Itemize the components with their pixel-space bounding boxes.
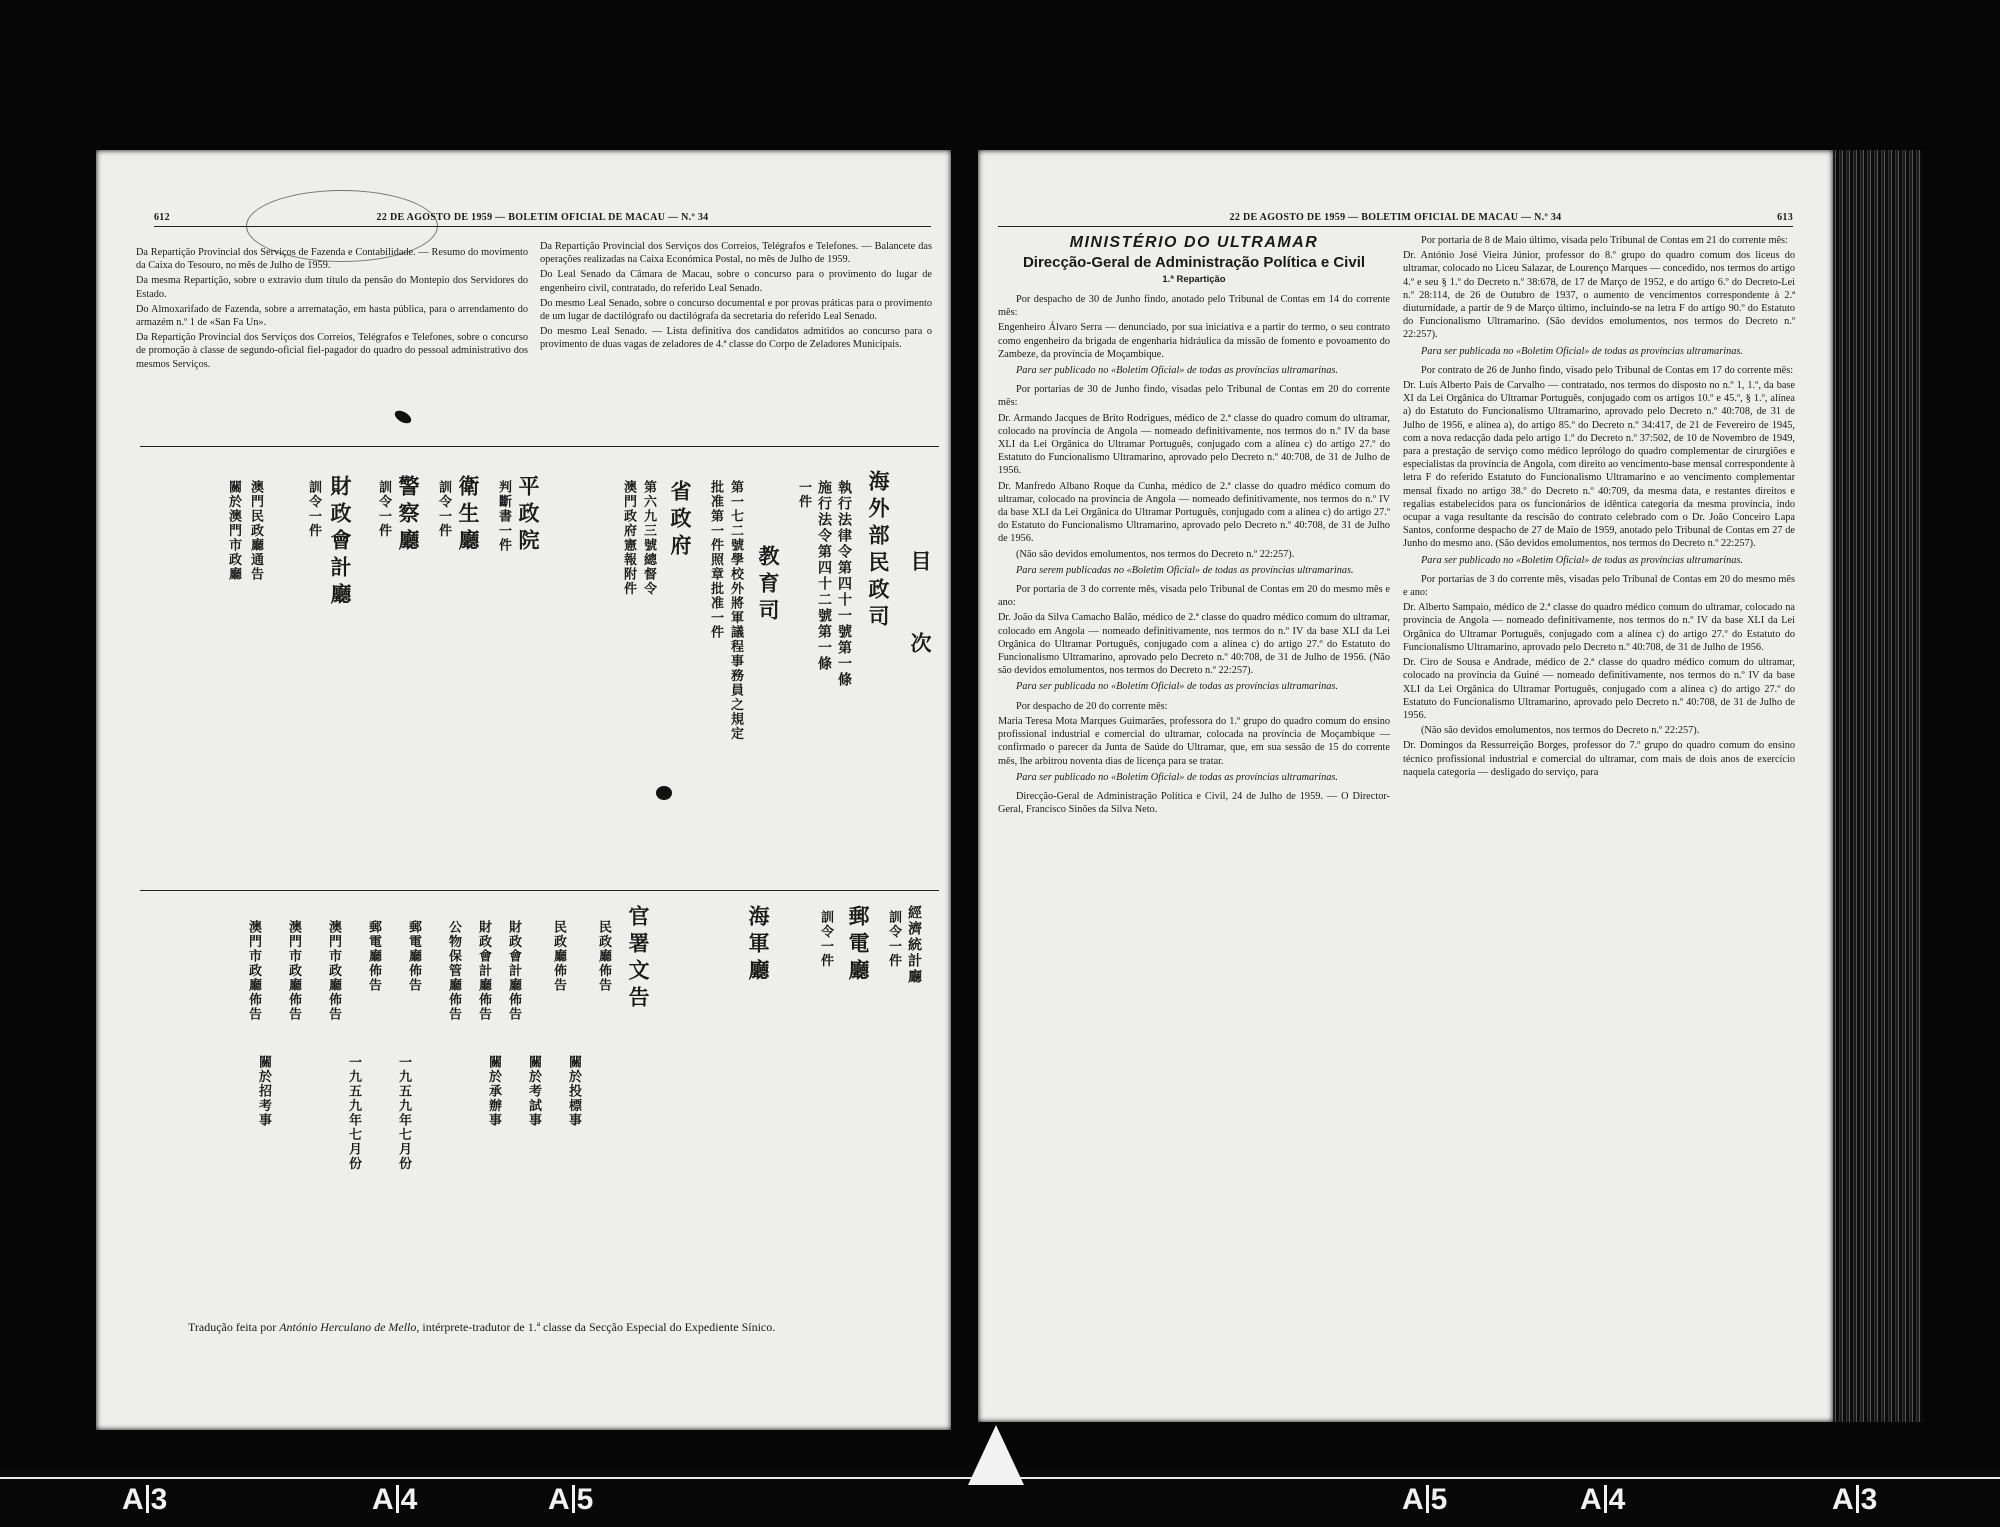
page-edges — [1833, 150, 1923, 1422]
decree-paragraph: Direcção-Geral de Administração Política e Civil, 24 de Julho de 1959. — O Director-Geral, Francisco Sinões da Silva Neto. — [998, 790, 1390, 816]
publication-note: Para ser publicado no «Boletim Oficial» de todas as províncias ultramarinas. — [1016, 771, 1338, 783]
cjk-entry: 一九五九年七月份 — [346, 1055, 361, 1171]
decree-paragraph: Por portarias de 30 de Junho findo, visadas pelo Tribunal de Contas em 20 do corrente mês: — [998, 384, 1390, 409]
ruler-mark: A 4 — [1580, 1483, 1626, 1516]
left-summary-col2 — [540, 240, 932, 354]
film-ruler — [0, 1465, 2000, 1527]
decree-paragraph: Por portaria de 8 de Maio último, visada pelo Tribunal de Contas em 21 do corrente mês: — [1421, 235, 1788, 246]
ruler-mark: A 3 — [122, 1483, 168, 1516]
decree-paragraph: Dr. Alberto Sampaio, médico de 2.ª classe do quadro médico comum do ultramar, colocado na província de Angola — nomeado definitivamente, nos termos do n.º IV da base XLI da Lei Orgânica do Ultramar Português, conjugado com a alínea c) do artigo 27.º do Estatuto do Funcionalismo Ultramarino, aprovado pelo Decreto n.º 40:708, de 31 de Julho de 1956. — [1403, 602, 1795, 653]
cjk-section-title: 平政院 — [516, 475, 540, 556]
decree-paragraph: Engenheiro Álvaro Serra — denunciado, por sua iniciativa e a partir do termo, o seu contrato como engenheiro da brigada de engenharia hidráulica da missão de fomento e povoamento do Zambeze, da província de Moçambique. — [998, 322, 1390, 360]
cjk-section-title: 教育司 — [756, 545, 780, 626]
cjk-entry: 澳門市政廳佈告 — [246, 920, 261, 1022]
cjk-entry: 澳門民政廳通告 — [248, 480, 263, 582]
translation-note: Tradução feita por António Herculano de Mello, intérprete-tradutor de 1.ª classe da Secção Especial do Expediente Sínico. — [188, 1320, 776, 1334]
summary-entry: Da Repartição Provincial dos Serviços de Fazenda e Contabilidade. — Resumo do movimento da Caixa do Tesouro, no mês de Julho de 1959. — [136, 247, 528, 272]
cjk-entry: 民政廳佈告 — [596, 920, 611, 993]
left-page — [96, 150, 951, 1430]
cjk-entry: 關於投標事 — [566, 1055, 581, 1128]
ministry-title: MINISTÉRIO DO ULTRAMAR — [1069, 234, 1319, 251]
center-notch — [968, 1425, 1024, 1485]
cjk-entry: 判斷書一件 — [496, 480, 511, 553]
publication-note: Para ser publicada no «Boletim Oficial» de todas as províncias ultramarinas. — [1421, 345, 1743, 357]
right-page — [978, 150, 1833, 1422]
decree-paragraph: Por despacho de 30 de Junho findo, anotado pelo Tribunal de Contas em 14 do corrente mês: — [998, 294, 1390, 319]
cjk-contents-heading: 目 — [908, 550, 932, 577]
cjk-entry: 關於考試事 — [526, 1055, 541, 1128]
decree-paragraph: Dr. Manfredo Albano Roque da Cunha, médico de 2.ª classe do quadro médico comum do ultramar, colocado na província de Angola — nomeado definitivamente, nos termos do n.º IV da base XLI da Lei Orgânica do Ultramar Português, conjugado com a alínea c) do artigo 27.º do Estatuto do Funcionalismo Ultramarino, aprovado pelo Decreto n.º 40:708, de 31 de Julho de 1956. — [998, 480, 1390, 545]
directorate-title: Direcção-Geral de Administração Política e Civil — [1022, 254, 1366, 271]
cjk-entry: 訓令一件 — [818, 910, 833, 968]
summary-entry: Da Repartição Provincial dos Serviços dos Correios, Telégrafos e Telefones. — Balancete das operações realizadas na Caixa Económica Postal, no mês de Julho de 1959. — [540, 241, 932, 266]
decree-paragraph: Por portarias de 3 do corrente mês, visadas pelo Tribunal de Contas em 20 do mesmo mês e ano: — [1403, 573, 1795, 599]
publication-note: Para serem publicadas no «Boletim Oficial» de todas as províncias ultramarinas. — [1016, 564, 1354, 576]
decree-paragraph: Dr. Domingos da Ressurreição Borges, professor do 7.º grupo do quadro comum do ensino técnico profissional industrial e comercial do ultramar, com mais de dois anos de exercício naquela categoria — desligado do serviço, para — [1403, 740, 1795, 778]
decree-paragraph: (Não são devidos emolumentos, nos termos do Decreto n.º 22:257). — [1421, 725, 1700, 737]
cjk-entry: 第六九三號總督令 — [641, 480, 656, 596]
ink-blot — [656, 786, 672, 800]
divider — [140, 446, 939, 447]
decree-paragraph: Dr. António José Vieira Júnior, professor do 8.º grupo do quadro comum dos liceus do ultramar, colocado no Liceu Salazar, de Lourenço Marques — concedido, nos termos do artigo 4.º e seu § 1.º do Decreto n.º 38:678, de 17 de Março de 1952, e do artigo 6.º do Decreto-Lei n.º 28:114, de 26 de Outubro de 1937, o aumento de vencimentos correspondente à 2.ª diuturnidade, a partir de 9 de Março último, incluindo-se na letra F do artigo 90.º do Estatuto do Funcionalismo Ultramarino. (São devidos emolumentos, nos termos do Decreto n.º 22:257). — [1403, 250, 1795, 341]
cjk-entry: 澳門市政廳佈告 — [326, 920, 341, 1022]
ink-blot — [393, 408, 414, 426]
cjk-entry: 關於承辦事 — [486, 1055, 501, 1128]
decree-paragraph: Maria Teresa Mota Marques Guimarães, professora do 1.º grupo do quadro comum do ensino profissional industrial e comercial do ultramar, colocada na província de Moçambique — confirmado o parecer da Junta de Saúde do Ultramar, que, em sua sessão de 15 do corrente mês, lhe arbitrou noventa dias de licença para se tratar. — [998, 715, 1390, 767]
right-page-header — [998, 212, 1793, 227]
decree-paragraph: Por portaria de 3 do corrente mês, visada pelo Tribunal de Contas em 20 do mesmo mês e ano: — [998, 584, 1390, 609]
decree-paragraph: Dr. João da Silva Camacho Balão, médico de 2.ª classe do quadro médico comum do ultramar, colocado em Angola — nomeado definitivamente, nos termos do n.º IV da base XLI da Lei Orgânica do Ultramar Português, conjugado com a alínea c) do artigo 27.º do Estatuto do Funcionalismo Ultramarino, aprovado pelo Decreto n.º 40:708, de 31 de Julho de 1956. (Não são devidos emolumentos, nos termos do Decreto n.º 22:257). — [998, 612, 1390, 677]
cjk-entry: 民政廳佈告 — [551, 920, 566, 993]
cjk-entry: 訓令一件 — [886, 910, 901, 968]
cjk-section-title: 衛生廳 — [456, 475, 480, 556]
decree-paragraph: Dr. Ciro de Sousa e Andrade, médico de 2.ª classe do quadro médico comum do ultramar, colocado na província da Guiné — nomeado definitivamente, nos termos do n.º IV da base XLI da Lei Orgânica do Ultramar Português, conjugado com a alínea c) do artigo 27.º do Estatuto do Funcionalismo Ultramarino, aprovado pelo Decreto n.º 40:708, de 31 de Julho de 1956. — [1403, 657, 1795, 721]
publication-note: Para ser publicada no «Boletim Oficial» de todas as províncias ultramarinas. — [1016, 681, 1338, 693]
summary-entry: Da Repartição Provincial dos Serviços dos Correios, Telégrafos e Telefones, sobre o concurso de promoção à classe de segundo-oficial fiel-pagador do quadro do pessoal administrativo dos mesmos Serviços. — [136, 332, 528, 370]
cjk-entry: 一九五九年七月份 — [396, 1055, 411, 1171]
decree-paragraph: (Não são devidos emolumentos, nos termos do Decreto n.º 22:257). — [1016, 548, 1295, 560]
right-page-number: 613 — [1777, 212, 1793, 223]
cjk-section-title: 官署文告 — [626, 905, 650, 1013]
summary-entry: Do Almoxarifado de Fazenda, sobre a arrematação, em hasta pública, para o arrendamento do armazém n.º 1 de «San Fa Un». — [136, 303, 528, 329]
cjk-contents-heading: 次 — [908, 632, 932, 659]
divider — [140, 890, 939, 891]
cjk-entry: 郵電廳佈告 — [406, 920, 421, 993]
cjk-entry: 訓令一件 — [376, 480, 391, 538]
decree-paragraph: Dr. Luís Alberto Pais de Carvalho — contratado, nos termos do disposto no n.º 1, 1.º, da base XI da Lei Orgânica do Ultramar Português, conjugado com os artigos 10.º e 45.º, § 1.º, alínea a) do Estatuto do Funcionalismo Ultramarino, aprovado pelo Decreto n.º 40:708, de 31 de Julho de 1956, e alínea a), do artigo 85.º do Decreto n.º 34:417, de 21 de Fevereiro de 1945, com a nova redacção dada pelo artigo 1.º do Decreto n.º 37:502, de 10 de Novembro de 1949, para a prestação de serviço como médico leprólogo do quadro complementar de cirurgiões e especialistas da província de Angola, com direito ao vencimento-base mensal correspondente à letra F do referido Estatuto do Funcionalismo Ultramarino e ao vencimento complementar mensal fixado no artigo 38.º do Decreto n.º 40:709, da mesma data, e restantes direitos e regalias estabelecidos para os funcionários de idêntica categoria da mesma província, indo ocupar a vaga resultante da rescisão do contrato celebrado com o Dr. João Conceiro Lapa Santos, conforme despacho de 27 de Maio de 1959, anotado pelo Tribunal de Contas em 27 de Junho do mesmo ano. (São devidos emolumentos, nos termos do Decreto n.º 22:257). — [1403, 380, 1795, 550]
summary-entry: Da mesma Repartição, sobre o extravio dum título da pensão do Montepio dos Servidores do Estado. — [136, 275, 528, 300]
cjk-entry: 郵電廳佈告 — [366, 920, 381, 993]
decree-paragraph: Por despacho de 20 do corrente mês: — [1016, 700, 1168, 712]
left-page-number: 612 — [154, 212, 170, 223]
right-col2 — [1403, 234, 1795, 781]
cjk-section-title: 經濟統計廳 — [906, 905, 922, 985]
cjk-entry: 澳門市政廳佈告 — [286, 920, 301, 1022]
cjk-section-title: 警察廳 — [396, 475, 420, 556]
cjk-entry: 訓令一件 — [436, 480, 451, 538]
publication-note: Para ser publicado no «Boletim Oficial» de todas as províncias ultramarinas. — [1016, 365, 1338, 377]
ruler-mark: A 3 — [1832, 1483, 1878, 1516]
translator-name: António Herculano de Mello — [279, 1320, 417, 1334]
right-col1-body — [998, 293, 1390, 816]
ruler-mark: A 5 — [548, 1483, 594, 1516]
cjk-entry: 澳門政府憲報附件 — [621, 480, 636, 596]
department-title: 1.ª Repartição — [1162, 274, 1226, 285]
summary-entry: Do Leal Senado da Câmara de Macau, sobre o concurso para o provimento do lugar de engenheiro civil, contratado, do referido Leal Senado. — [540, 269, 932, 294]
stamp-smudge — [246, 190, 438, 262]
summary-entry: Do mesmo Leal Senado, sobre o concurso documental e por provas práticas para o provimento de um lugar de dactilógrafo ou dactilógrafa da secretaria do referido Leal Senado. — [540, 297, 932, 323]
cjk-entry: 財政會計廳佈告 — [506, 920, 521, 1022]
cjk-entry: 公物保管廳佈告 — [446, 920, 461, 1022]
cjk-entry: 訓令一件 — [306, 480, 321, 538]
publication-note: Para ser publicado no «Boletim Oficial» de todas as províncias ultramarinas. — [1421, 554, 1743, 566]
cjk-section-title: 省政府 — [668, 480, 692, 561]
ruler-mark: A 5 — [1402, 1483, 1448, 1516]
cjk-section-title: 財政會計廳 — [328, 475, 352, 610]
summary-entry: Do mesmo Leal Senado. — Lista definitiva dos candidatos admitidos ao concurso para o provimento de duas vagas de zeladores de 4.ª classe do Corpo de Zeladores Municipais. — [540, 326, 932, 351]
right-running-title: 22 DE AGOSTO DE 1959 — BOLETIM OFICIAL DE MACAU — N.º 34 — [1229, 212, 1562, 223]
cjk-section-title: 海軍廳 — [746, 905, 770, 986]
cjk-entry: 批准第一件照章批准一件 — [708, 480, 723, 640]
cjk-entry: 執行法律令第四十一號第一條 — [836, 480, 852, 688]
cjk-entry: 第一七二號學校外將軍議程事務員之規定 — [728, 480, 743, 741]
left-running-title: 22 DE AGOSTO DE 1959 — BOLETIM OFICIAL DE MACAU — N.º 34 — [376, 212, 709, 223]
cjk-entry: 一件 — [796, 480, 811, 509]
right-col1 — [998, 234, 1390, 818]
cjk-entry: 財政會計廳佈告 — [476, 920, 491, 1022]
cjk-entry: 關於澳門市政廳 — [226, 480, 241, 582]
decree-paragraph: Por contrato de 26 de Junho findo, visado pelo Tribunal de Contas em 17 do corrente mês: — [1421, 364, 1794, 376]
right-col2-body — [1403, 234, 1795, 779]
cjk-section-title: 郵電廳 — [846, 905, 870, 986]
decree-paragraph: Dr. Armando Jacques de Brito Rodrigues, médico de 2.ª classe do quadro comum do ultramar, colocado na província de Angola — nomeado definitivamente, nos termos do n.º IV da base XLI da Lei Orgânica do Ultramar Português, conjugado com a alínea c) do artigo 27.º do Estatuto do Funcionalismo Ultramarino, aprovado pelo Decreto n.º 40:708, de 31 de Julho de 1956. — [998, 412, 1390, 477]
left-summary-col1 — [136, 246, 528, 373]
cjk-entry: 關於招考事 — [256, 1055, 271, 1128]
cjk-section-title: 海外部民政司 — [866, 470, 890, 632]
ruler-mark: A 4 — [372, 1483, 418, 1516]
cjk-entry: 施行法令第四十二號第一條 — [816, 480, 832, 672]
